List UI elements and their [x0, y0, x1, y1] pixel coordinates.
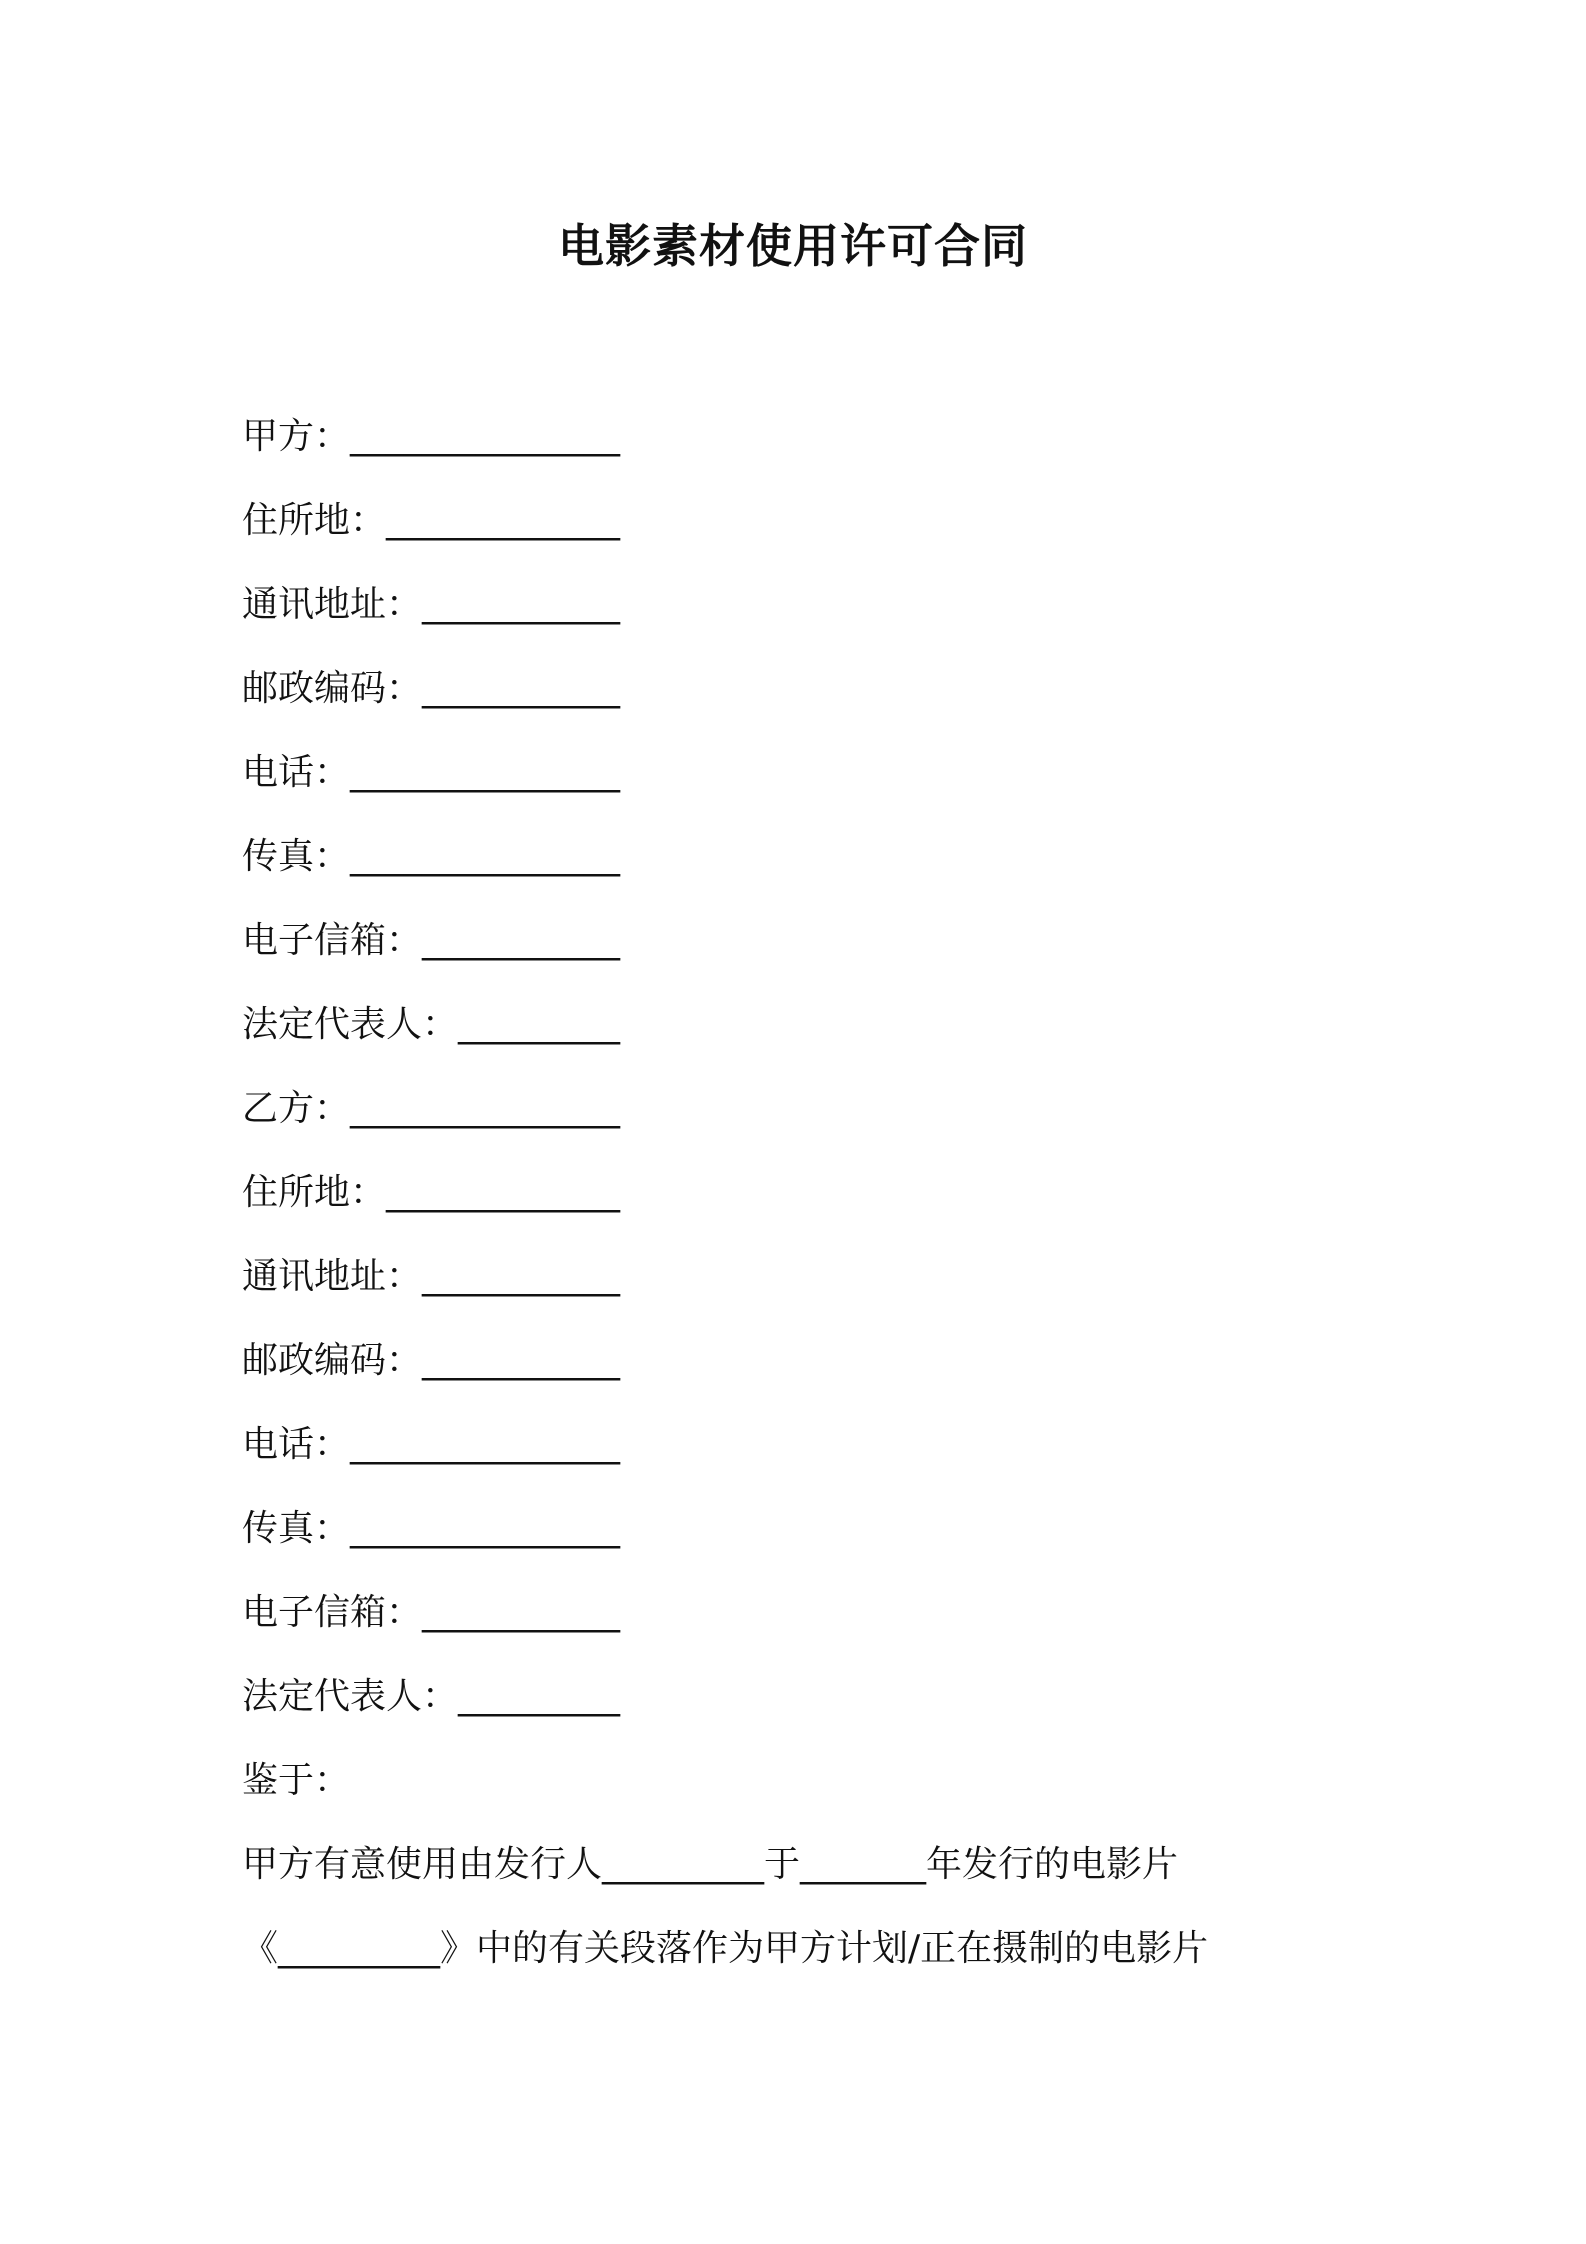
- field-label: 甲方：: [242, 416, 351, 457]
- document-title: 电影素材使用许可合同: [558, 219, 1028, 273]
- field-label: 住所地：: [242, 500, 387, 541]
- field-blank: _______________: [350, 1424, 621, 1465]
- party-a-phone-field: [242, 741, 1392, 825]
- field-label: 乙方：: [242, 1088, 351, 1129]
- field-label: 邮政编码：: [242, 1340, 423, 1381]
- contract-body: [242, 405, 1392, 2001]
- field-blank: _______________: [350, 752, 621, 793]
- field-blank: _________: [458, 1004, 621, 1045]
- field-blank: ___________: [422, 1592, 621, 1633]
- party-a-name-field: [242, 405, 1392, 489]
- field-blank: _______________: [350, 1088, 621, 1129]
- field-blank: _____________: [386, 1172, 621, 1213]
- field-blank: _________: [458, 1676, 621, 1717]
- field-blank: _______________: [350, 416, 621, 457]
- party-a-address-field: [242, 573, 1392, 657]
- field-label: 住所地：: [242, 1172, 387, 1213]
- paragraph-line: 《_________》中的有关段落作为甲方计划/正在摄制的电影片: [242, 1928, 1209, 1969]
- field-blank: _______________: [350, 836, 621, 877]
- field-label: 电话：: [242, 1424, 351, 1465]
- field-blank: ___________: [422, 920, 621, 961]
- party-a-postcode-field: [242, 657, 1392, 741]
- field-label: 电话：: [242, 752, 351, 793]
- party-b-phone-field: [242, 1413, 1392, 1497]
- party-b-legal-rep-field: [242, 1665, 1392, 1749]
- party-a-fax-field: [242, 825, 1392, 909]
- field-blank: ___________: [422, 584, 621, 625]
- party-b-fax-field: [242, 1497, 1392, 1581]
- field-label: 传真：: [242, 836, 351, 877]
- party-a-legal-rep-field: [242, 993, 1392, 1077]
- party-b-name-field: [242, 1077, 1392, 1161]
- field-blank: ___________: [422, 1340, 621, 1381]
- field-label: 通讯地址：: [242, 584, 423, 625]
- field-label: 邮政编码：: [242, 668, 423, 709]
- party-b-address-field: [242, 1245, 1392, 1329]
- field-label: 电子信箱：: [242, 920, 423, 961]
- party-b-residence-field: [242, 1161, 1392, 1245]
- field-label: 法定代表人：: [242, 1004, 459, 1045]
- party-a-residence-field: [242, 489, 1392, 573]
- field-blank: ___________: [422, 668, 621, 709]
- paragraph-line: 甲方有意使用由发行人_________于_______年发行的电影片: [242, 1844, 1179, 1885]
- field-blank: _____________: [386, 500, 621, 541]
- field-blank: _______________: [350, 1508, 621, 1549]
- party-a-email-field: [242, 909, 1392, 993]
- field-label: 电子信箱：: [242, 1592, 423, 1633]
- field-blank: ___________: [422, 1256, 621, 1297]
- party-b-postcode-field: [242, 1329, 1392, 1413]
- field-label: 通讯地址：: [242, 1256, 423, 1297]
- party-b-email-field: [242, 1581, 1392, 1665]
- whereas-heading: 鉴于：: [242, 1760, 351, 1801]
- field-label: 法定代表人：: [242, 1676, 459, 1717]
- field-label: 传真：: [242, 1508, 351, 1549]
